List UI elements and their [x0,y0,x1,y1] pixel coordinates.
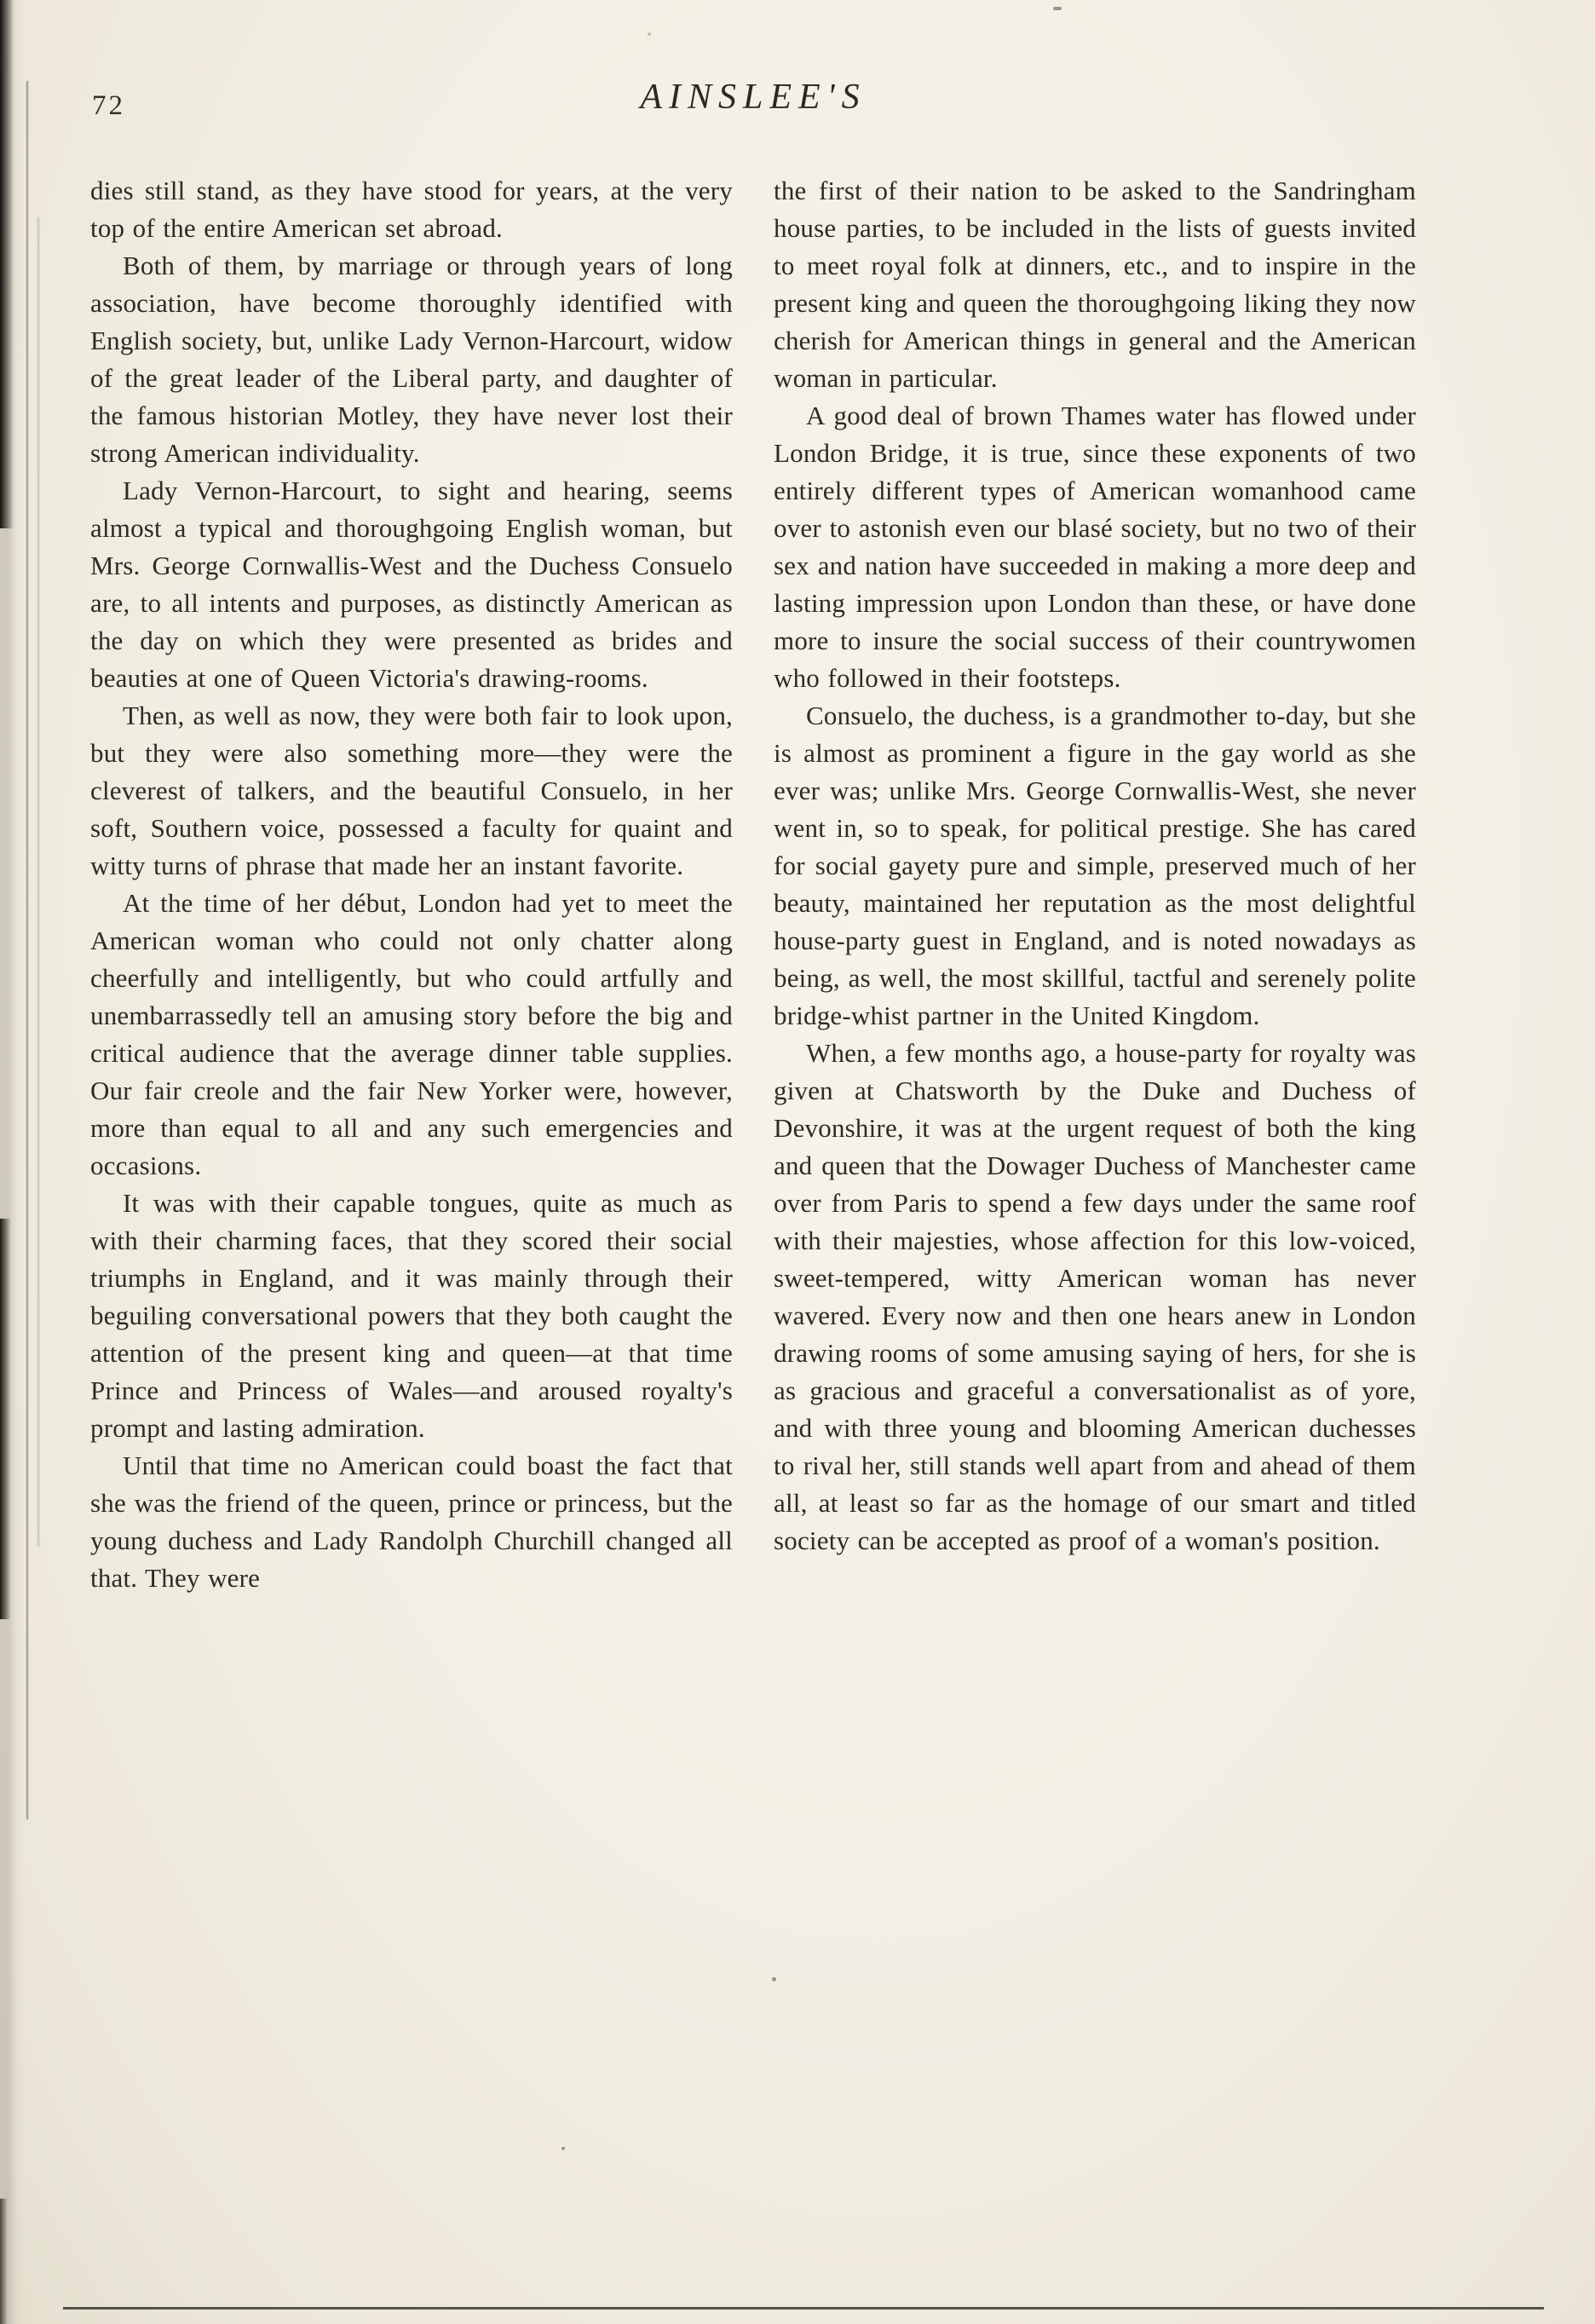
binding-shadow-middle [0,1219,11,1619]
paragraph: At the time of her début, London had yet to meet the American woman who could not only chatter along cheerfully and intelligently, but who could artfully and unembarrassedly tell an amusing story before the big and critical audience that the average dinner table supplies. Our fair creole and the fair New Yorker were, however, more than equal to all and any such emergencies and occasions. [90,888,733,1180]
page-edge-crease-faint [37,217,39,1547]
paragraph: Both of them, by marriage or through years of long association, have become thoroughly identified with English society, but, unlike Lady Vernon-Harcourt, widow of the great leader of the Liberal party, and daughter of the famous historian Motley, they have never lost their strong American individuality. [90,251,733,468]
scan-speck [561,2147,565,2150]
scan-speck [772,1977,776,1981]
paragraph: When, a few months ago, a house-party for royalty was given at Chatsworth by the Duke and Duchess of Devonshire, it was at the urgent request of both the king and queen that the Dowager Duchess of Manchester came over from Paris to spend a few days under the same roof with their majesties, whose affection for this low-voiced, sweet-tempered, witty American woman has never wavered. Every now and then one hears anew in London drawing rooms of some amusing saying of hers, for she is as gracious and graceful a conversationalist as of yore, and with three young and blooming American duchesses to rival her, still stands well apart from and ahead of them all, at least so far as the homage of our smart and titled society can be accepted as proof of a woman's position. [774,1038,1416,1555]
scan-speck [1053,7,1062,10]
binding-shadow-bottom [0,2199,8,2324]
paragraph: Then, as well as now, they were both fair to look upon, but they were also something more—they were the cleverest of talkers, and the beautiful Consuelo, in her soft, Southern voice, possessed a faculty for quaint and witty turns of phrase that made her an instant favorite. [90,701,733,880]
paragraph: Lady Vernon-Harcourt, to sight and hearing, seems almost a typical and thoroughgoing English woman, but Mrs. George Cornwallis-West and the Duchess Consuelo are, to all intents and purposes, as distinctly American as the day on which they were presented as brides and beauties at one of Queen Victoria's drawing-rooms. [90,476,733,693]
left-column [90,172,733,1597]
right-column [774,172,1416,1597]
page-content [90,77,1416,1597]
paragraph: Consuelo, the duchess, is a grandmother to-day, but she is almost as prominent a figure in the gay world as she ever was; unlike Mrs. George Cornwallis-West, she never went in, so to speak, for political prestige. She has cared for social gayety pure and simple, preserved much of her beauty, maintained her reputation as the most delightful house-party guest in England, and is noted nowadays as being, as well, the most skillful, tactful and serenely polite bridge-whist partner in the United Kingdom. [774,701,1416,1030]
paragraph: Until that time no American could boast the fact that she was the friend of the queen, prince or princess, but the young duchess and Lady Randolph Churchill changed all that. They were [90,1450,733,1593]
bottom-page-edge-line [63,2307,1544,2310]
magazine-title: AINSLEE'S [640,78,867,117]
page-number: 72 [92,90,125,121]
binding-shadow-top [0,0,14,528]
paragraph: A good deal of brown Thames water has flowed under London Bridge, it is true, since these exponents of two entirely different types of American womanhood came over to astonish even our blasé society, but no two of their sex and nation have succeeded in making a more deep and lasting impression upon London than these, or have done more to insure the social success of their countrywomen who followed in their footsteps. [774,401,1416,693]
running-header [90,77,1416,140]
page-edge-crease [26,81,28,1819]
paragraph: It was with their capable tongues, quite as much as with their charming faces, that they scored their social triumphs in England, and it was mainly through their beguiling conversational powers that they both caught the attention of the present king and queen—at that time Prince and Princess of Wales—and aroused royalty's prompt and lasting admiration. [90,1188,733,1443]
paragraph: dies still stand, as they have stood for years, at the very top of the entire American set abroad. [90,176,733,243]
paragraph: the first of their nation to be asked to the Sandringham house parties, to be included in the lists of guests invited to meet royal folk at dinners, etc., and to inspire in the present king and queen the thoroughgoing liking they now cherish for American things in general and the American woman in particular. [774,176,1416,393]
two-column-text [90,172,1416,1597]
scan-speck [648,32,651,36]
